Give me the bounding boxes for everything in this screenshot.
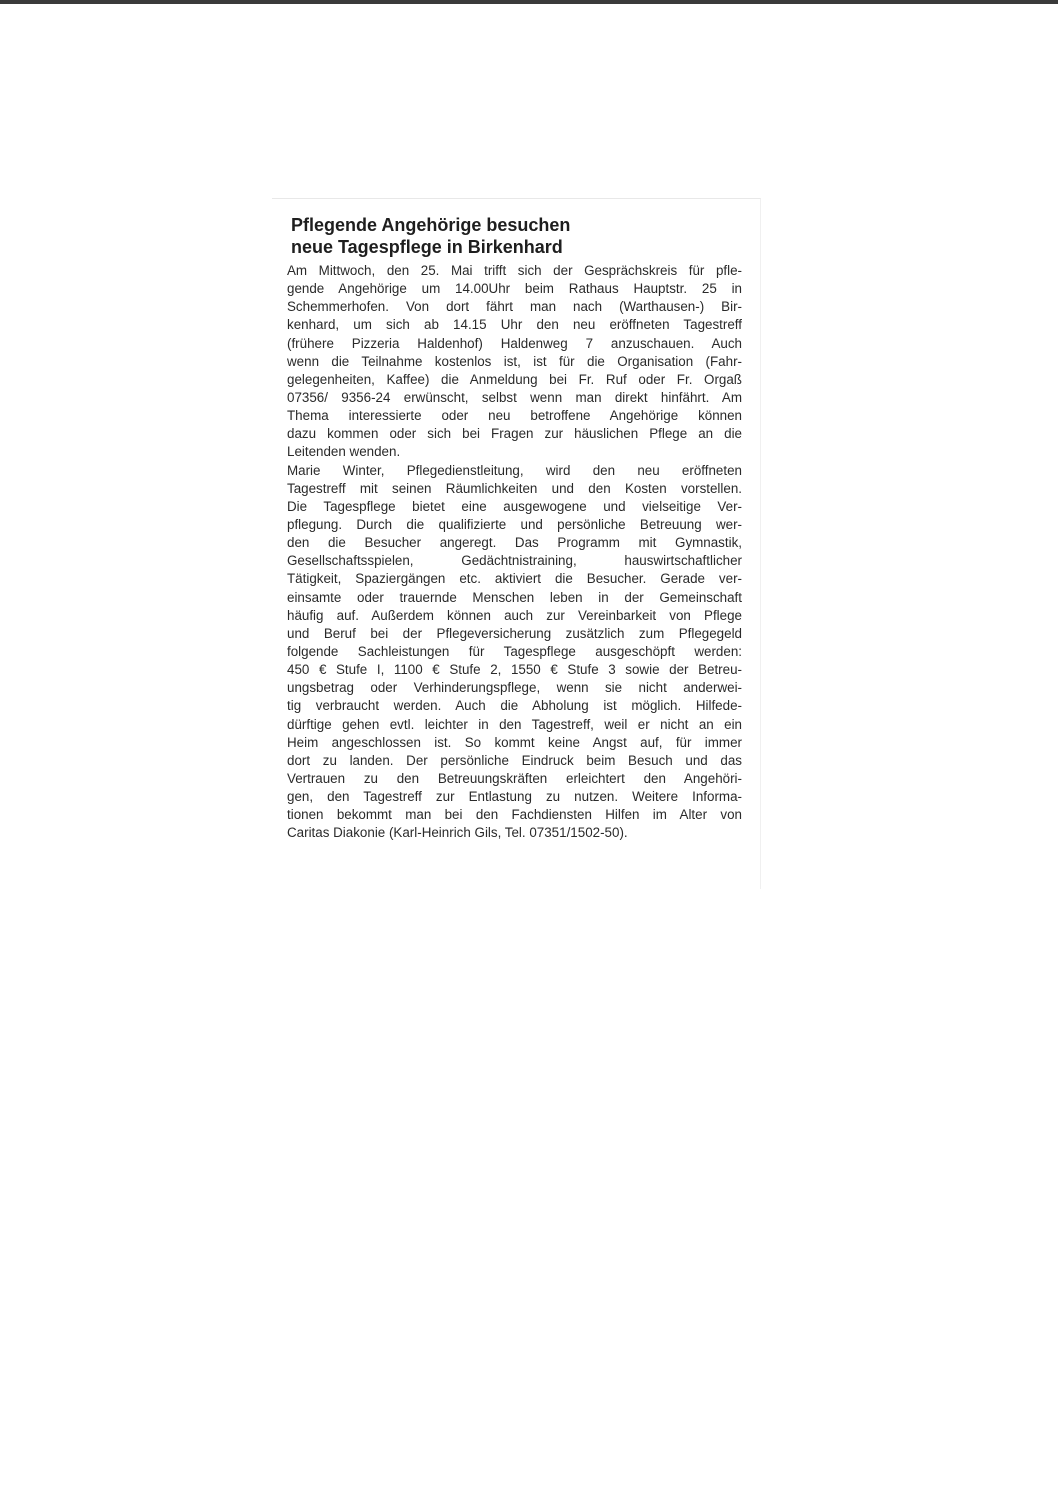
article-body bbox=[287, 262, 742, 843]
body-line: gen, den Tagestreff zur Entlastung zu nutzen. Weitere Informa- bbox=[287, 789, 742, 805]
body-line: tionen bekommt man bei den Fachdiensten Hilfen im Alter von bbox=[287, 807, 742, 823]
body-line: gelegenheiten, Kaffee) die Anmeldung bei Fr. Ruf oder Fr. Orgaß bbox=[287, 371, 742, 387]
headline-line: Pflegende Angehörige besuchen bbox=[291, 215, 571, 235]
scan-edge bbox=[0, 0, 1058, 4]
body-line: den die Besucher angeregt. Das Programm mit Gymnastik, bbox=[287, 535, 742, 551]
body-line: Caritas Diakonie (Karl-Heinrich Gils, Tel. 07351/1502-50). bbox=[287, 825, 628, 841]
body-line: pflegung. Durch die qualifizierte und persönliche Betreuung wer- bbox=[287, 516, 742, 532]
body-line: Vertrauen zu den Betreuungskräften erleichtert den Angehöri- bbox=[287, 770, 742, 786]
body-line: Die Tagespflege bietet eine ausgewogene und vielseitige Ver- bbox=[287, 498, 742, 514]
body-line: ungsbetrag oder Verhinderungspflege, wenn sie nicht anderwei- bbox=[287, 680, 742, 696]
body-line: (frühere Pizzeria Haldenhof) Haldenweg 7 anzuschauen. Auch bbox=[287, 335, 742, 351]
body-line: Thema interessierte oder neu betroffene Angehörige können bbox=[287, 408, 742, 424]
body-line: kenhard, um sich ab 14.15 Uhr den neu eröffneten Tagestreff bbox=[287, 317, 742, 333]
body-line: dort zu landen. Der persönliche Eindruck beim Besuch und das bbox=[287, 752, 742, 768]
article-headline bbox=[291, 214, 711, 258]
body-line: gende Angehörige um 14.00Uhr beim Rathaus Hauptstr. 25 in bbox=[287, 281, 742, 297]
body-line: und Beruf bei der Pflegeversicherung zusätzlich zum Pflegegeld bbox=[287, 625, 742, 641]
body-line: Am Mittwoch, den 25. Mai trifft sich der Gesprächskreis für pfle- bbox=[287, 263, 742, 278]
body-line: 450 € Stufe I, 1100 € Stufe 2, 1550 € Stufe 3 sowie der Betreu- bbox=[287, 662, 742, 678]
body-line: häufig auf. Außerdem können auch zur Vereinbarkeit von Pflege bbox=[287, 607, 742, 623]
body-line: Tätigkeit, Spaziergängen etc. aktiviert die Besucher. Gerade ver- bbox=[287, 571, 742, 587]
body-line: Heim angeschlossen ist. So kommt keine Angst auf, für immer bbox=[287, 734, 742, 750]
body-line: 07356/ 9356-24 erwünscht, selbst wenn man direkt hinfährt. Am bbox=[287, 389, 742, 405]
body-line: dazu kommen oder sich bei Fragen zur häuslichen Pflege an die bbox=[287, 426, 742, 442]
body-line: Schemmerhofen. Von dort fährt man nach (Warthausen-) Bir- bbox=[287, 299, 742, 315]
body-line: einsamte oder trauernde Menschen leben in der Gemeinschaft bbox=[287, 589, 742, 605]
body-line: Tagestreff mit seinen Räumlichkeiten und den Kosten vorstellen. bbox=[287, 480, 742, 496]
body-line: wenn die Teilnahme kostenlos ist, ist für die Organisation (Fahr- bbox=[287, 353, 742, 369]
body-line: folgende Sachleistungen für Tagespflege ausgeschöpft werden: bbox=[287, 643, 742, 659]
body-line: Gesellschaftsspielen, Gedächtnistraining, hauswirtschaftlicher bbox=[287, 553, 742, 569]
body-line: Leitenden wenden. bbox=[287, 444, 401, 460]
body-line: dürftige gehen evtl. leichter in den Tagestreff, weil er nicht an ein bbox=[287, 716, 742, 732]
headline-line: neue Tagespflege in Birkenhard bbox=[291, 237, 563, 257]
body-line: tig verbraucht werden. Auch die Abholung ist möglich. Hilfede- bbox=[287, 698, 742, 714]
body-line: Marie Winter, Pflegedienstleitung, wird den neu eröffneten bbox=[287, 462, 742, 478]
